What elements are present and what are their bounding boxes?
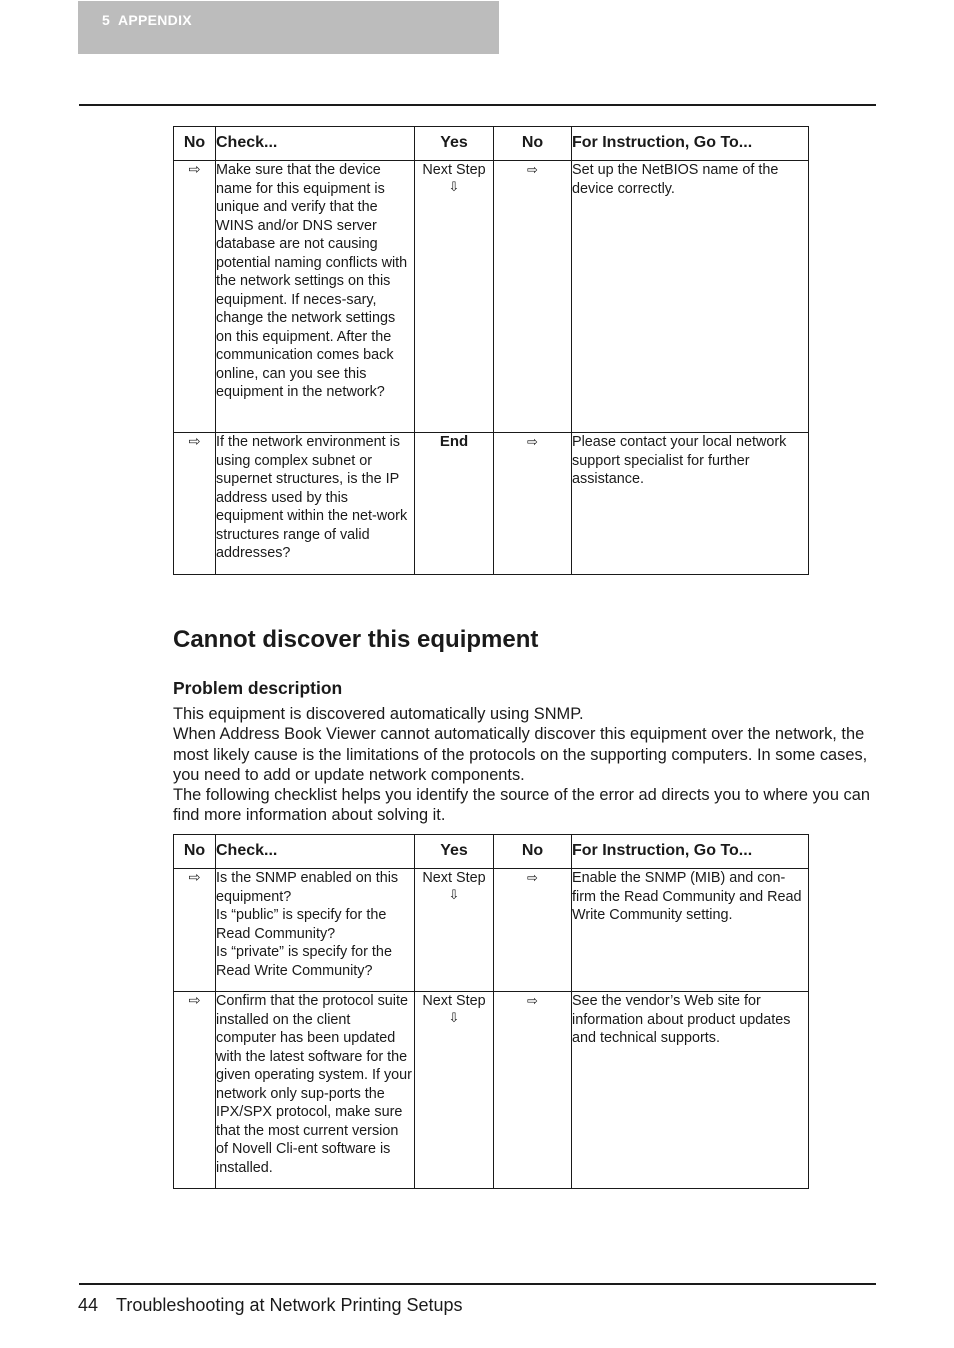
- yes-cell: [415, 992, 494, 1189]
- instruction-text: See the vendor’s Web site for information about product updates and technical supports.: [572, 992, 809, 1189]
- arrow-down-icon: ⇩: [448, 886, 460, 902]
- table-row: [174, 992, 809, 1189]
- yes-cell: [415, 161, 494, 433]
- checklist-table-network: [173, 126, 809, 575]
- column-header-no-result: No: [494, 127, 572, 161]
- no-cell: [494, 869, 572, 992]
- row-number: ⇨: [174, 161, 216, 433]
- instruction-text: Please contact your local network support specialist for further assistance.: [572, 433, 809, 575]
- check-text: Is the SNMP enabled on this equipment? Is “public” is specify for the Read Community? Is “private” is specify for the Read Write Community?: [216, 869, 415, 992]
- next-step-label: Next Step: [422, 993, 486, 1009]
- checklist-table-snmp: [173, 834, 809, 1189]
- column-header-no-result: No: [494, 835, 572, 869]
- next-step-label: Next Step: [422, 870, 486, 886]
- instruction-text: Set up the NetBIOS name of the device correctly.: [572, 161, 809, 433]
- column-header-check: Check...: [216, 127, 415, 161]
- section-title: Cannot discover this equipment: [173, 626, 539, 653]
- table-row: [174, 433, 809, 575]
- row-number: ⇨: [174, 992, 216, 1189]
- arrow-right-icon: ⇨: [527, 870, 538, 885]
- page-number: 44: [78, 1295, 99, 1315]
- column-header-no: No: [174, 835, 216, 869]
- column-header-instruction: For Instruction, Go To...: [572, 835, 809, 869]
- no-cell: [494, 433, 572, 575]
- header-divider: [79, 104, 876, 106]
- table-header-row: [174, 127, 809, 161]
- row-number: ⇨: [174, 869, 216, 992]
- column-header-check: Check...: [216, 835, 415, 869]
- instruction-text: Enable the SNMP (MIB) and con-firm the Read Community and Read Write Community setting.: [572, 869, 809, 992]
- arrow-down-icon: ⇩: [448, 1009, 460, 1025]
- row-number: ⇨: [174, 433, 216, 575]
- table-row: [174, 869, 809, 992]
- problem-description-heading: Problem description: [173, 678, 343, 698]
- check-text: If the network environment is using complex subnet or supernet structures, is the IP address used by this equipment within the net-work structures range of valid addresses?: [216, 433, 415, 575]
- problem-description: [173, 704, 878, 826]
- arrow-down-icon: ⇩: [448, 178, 460, 194]
- arrow-right-icon: ⇨: [527, 993, 538, 1008]
- next-step-label: Next Step: [422, 162, 486, 178]
- column-header-no: No: [174, 127, 216, 161]
- no-cell: [494, 992, 572, 1189]
- column-header-yes: Yes: [415, 835, 494, 869]
- arrow-right-icon: ⇨: [527, 162, 538, 177]
- page-footer: [78, 1295, 463, 1316]
- description-paragraph: This equipment is discovered automatically using SNMP.: [173, 705, 584, 723]
- column-header-yes: Yes: [415, 127, 494, 161]
- end-label: End: [439, 433, 469, 450]
- check-text: Confirm that the protocol suite installed on the client computer has been updated with the latest software for the given operating system. If your network only sup-ports the IPX/SPX protocol, make sure that the most current version of Novell Cli-ent software is installed.: [216, 992, 415, 1189]
- chapter-label: 5 APPENDIX: [102, 12, 192, 28]
- description-paragraph: The following checklist helps you identify the source of the error ad directs you to where you can find more information about solving it.: [173, 786, 870, 825]
- table-header-row: [174, 835, 809, 869]
- chapter-tab: [78, 1, 499, 54]
- arrow-right-icon: ⇨: [527, 434, 538, 449]
- footer-divider: [79, 1283, 876, 1285]
- footer-title: Troubleshooting at Network Printing Setups: [116, 1295, 463, 1315]
- description-paragraph: When Address Book Viewer cannot automatically discover this equipment over the network, the most likely cause is the limitations of the protocols on the supporting computers. In some cases, you need to add or update network components.: [173, 725, 868, 784]
- check-text: Make sure that the device name for this equipment is unique and verify that the WINS and/or DNS server database are not causing potential naming conflicts with the network settings on this equipment. If neces-sary, change the network settings on this equipment. After the communication comes back online, can you see this equipment in the network?: [216, 161, 415, 433]
- column-header-instruction: For Instruction, Go To...: [572, 127, 809, 161]
- yes-cell: [415, 869, 494, 992]
- table-row: [174, 161, 809, 433]
- yes-cell: [415, 433, 494, 575]
- no-cell: [494, 161, 572, 433]
